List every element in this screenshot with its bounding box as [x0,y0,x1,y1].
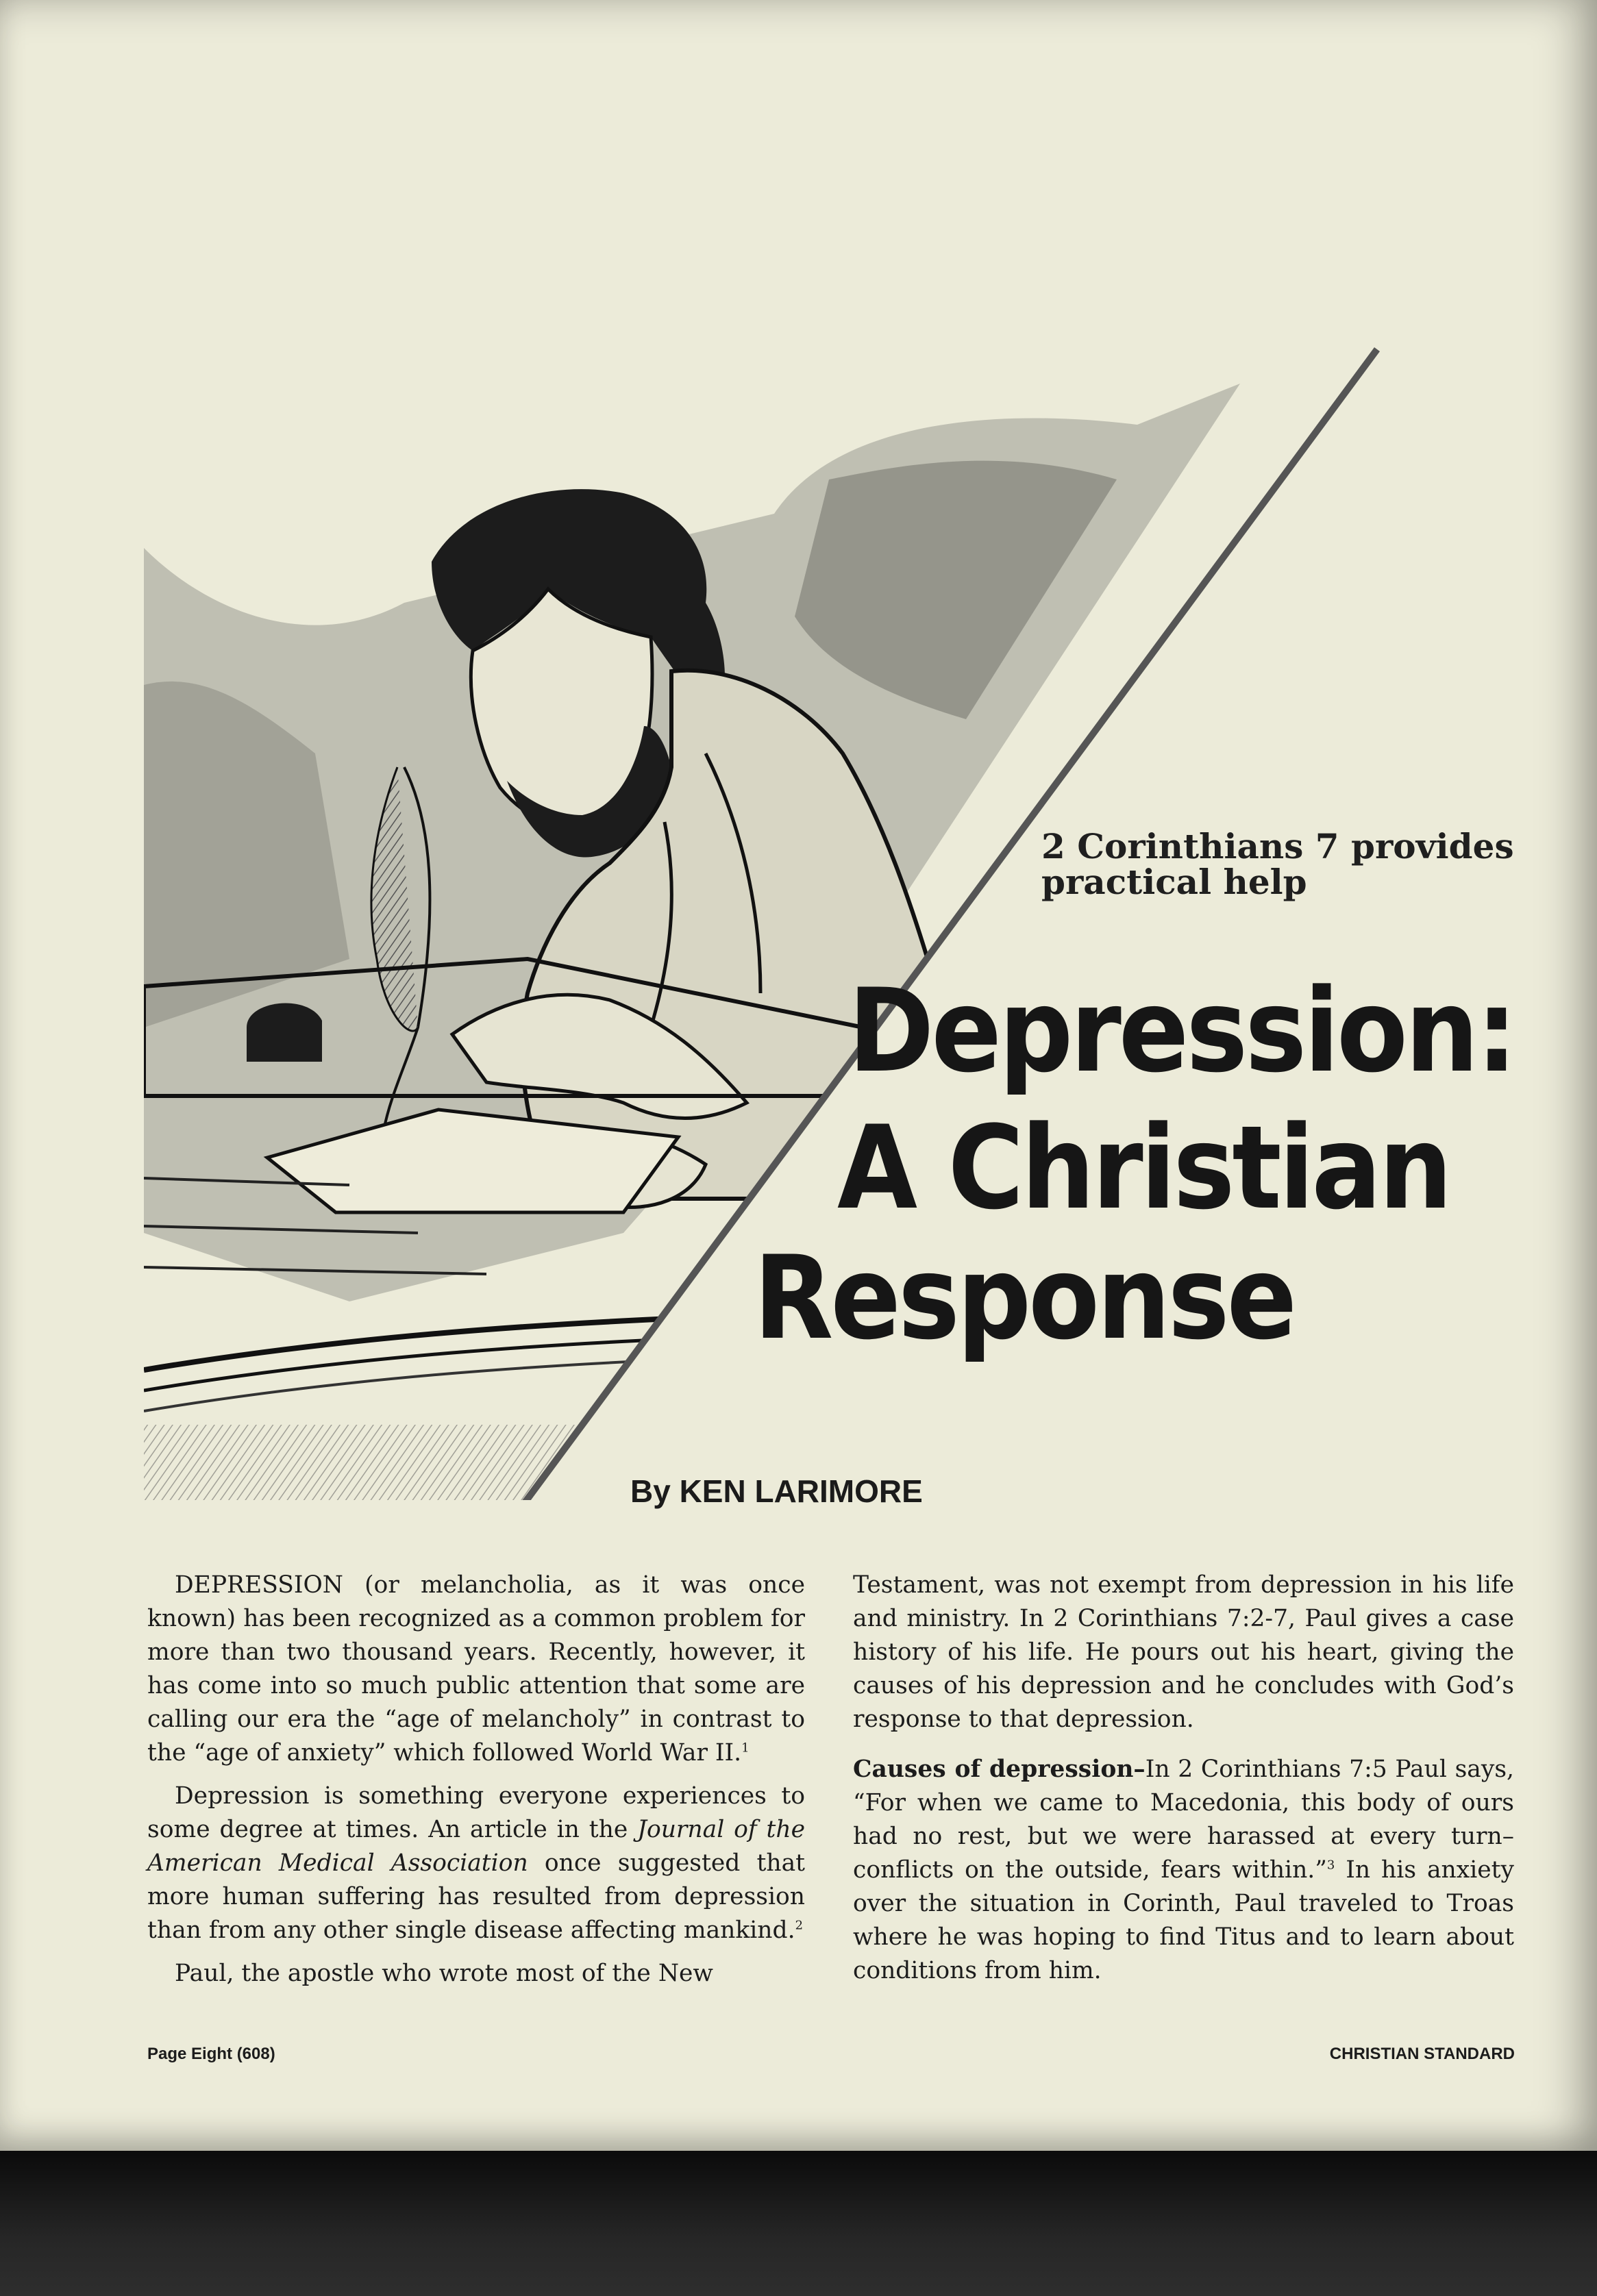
paragraph-3-text: Paul, the apostle who wrote most of the New [175,1960,713,1987]
article-subtitle: 2 Corinthians 7 provides practical help [1041,826,1514,902]
journal-name: Journal of the American Medical Association [147,1816,805,1877]
paragraph-2-text-a: Depression is something everyone experiences to some degree at times. An article in the [147,1782,805,1843]
text-column-right [853,1569,1514,1997]
paragraph-4 [853,1753,1514,1988]
paragraph-3-continued: Testament, was not exempt from depression in his life and ministry. In 2 Corinthians 7:2-7, Paul gives a case history of his life. He pours out his heart, giving the causes of his depression and he concludes with God’s response to that depression. [853,1571,1514,1733]
page-number-footer: Page Eight (608) [147,2045,275,2063]
article-title-line-3: Response [754,1231,1295,1365]
paragraph-2 [147,1780,805,1947]
publication-name-footer: CHRISTIAN STANDARD [1329,2045,1515,2063]
article-title-line-1: Depression: [847,964,1515,1098]
footnote-marker-3: 3 [1326,1858,1335,1873]
article-title-line-2: A Christian [837,1101,1450,1235]
paragraph-1-text: DEPRESSION (or melancholia, as it was once known) has been recognized as a common problem for more than two thousand years. Recently, however, it has come into so much public attention that some are calling our era the “age of melancholy” in contrast to the “age of anxiety” which followed World War II. [147,1571,805,1767]
footnote-marker-1: 1 [741,1740,750,1756]
section-head-causes: Causes of depression– [853,1756,1146,1783]
scan-background [0,2151,1597,2296]
paragraph-4-text-a: In 2 Corinthians 7:5 Paul says, “For when we came to Macedonia, this body of ours had no rest, but we were harassed at every turn–conflicts on the outside, fears within.” [853,1756,1515,1884]
paragraph-2-text-b: once suggested that more human suffering has resulted from depression than from any other single disease affecting mankind. [147,1849,806,1944]
paragraph-1 [147,1569,805,1770]
paragraph-3 [147,1957,805,1991]
footnote-marker-2: 2 [795,1918,804,1933]
byline: By KEN LARIMORE [630,1473,923,1509]
paragraph-4-text-b: In his anxiety over the situation in Corinth, Paul traveled to Troas where he was hoping to find Titus and to learn about conditions from him. [853,1856,1514,1984]
text-column-left [147,1569,805,2000]
